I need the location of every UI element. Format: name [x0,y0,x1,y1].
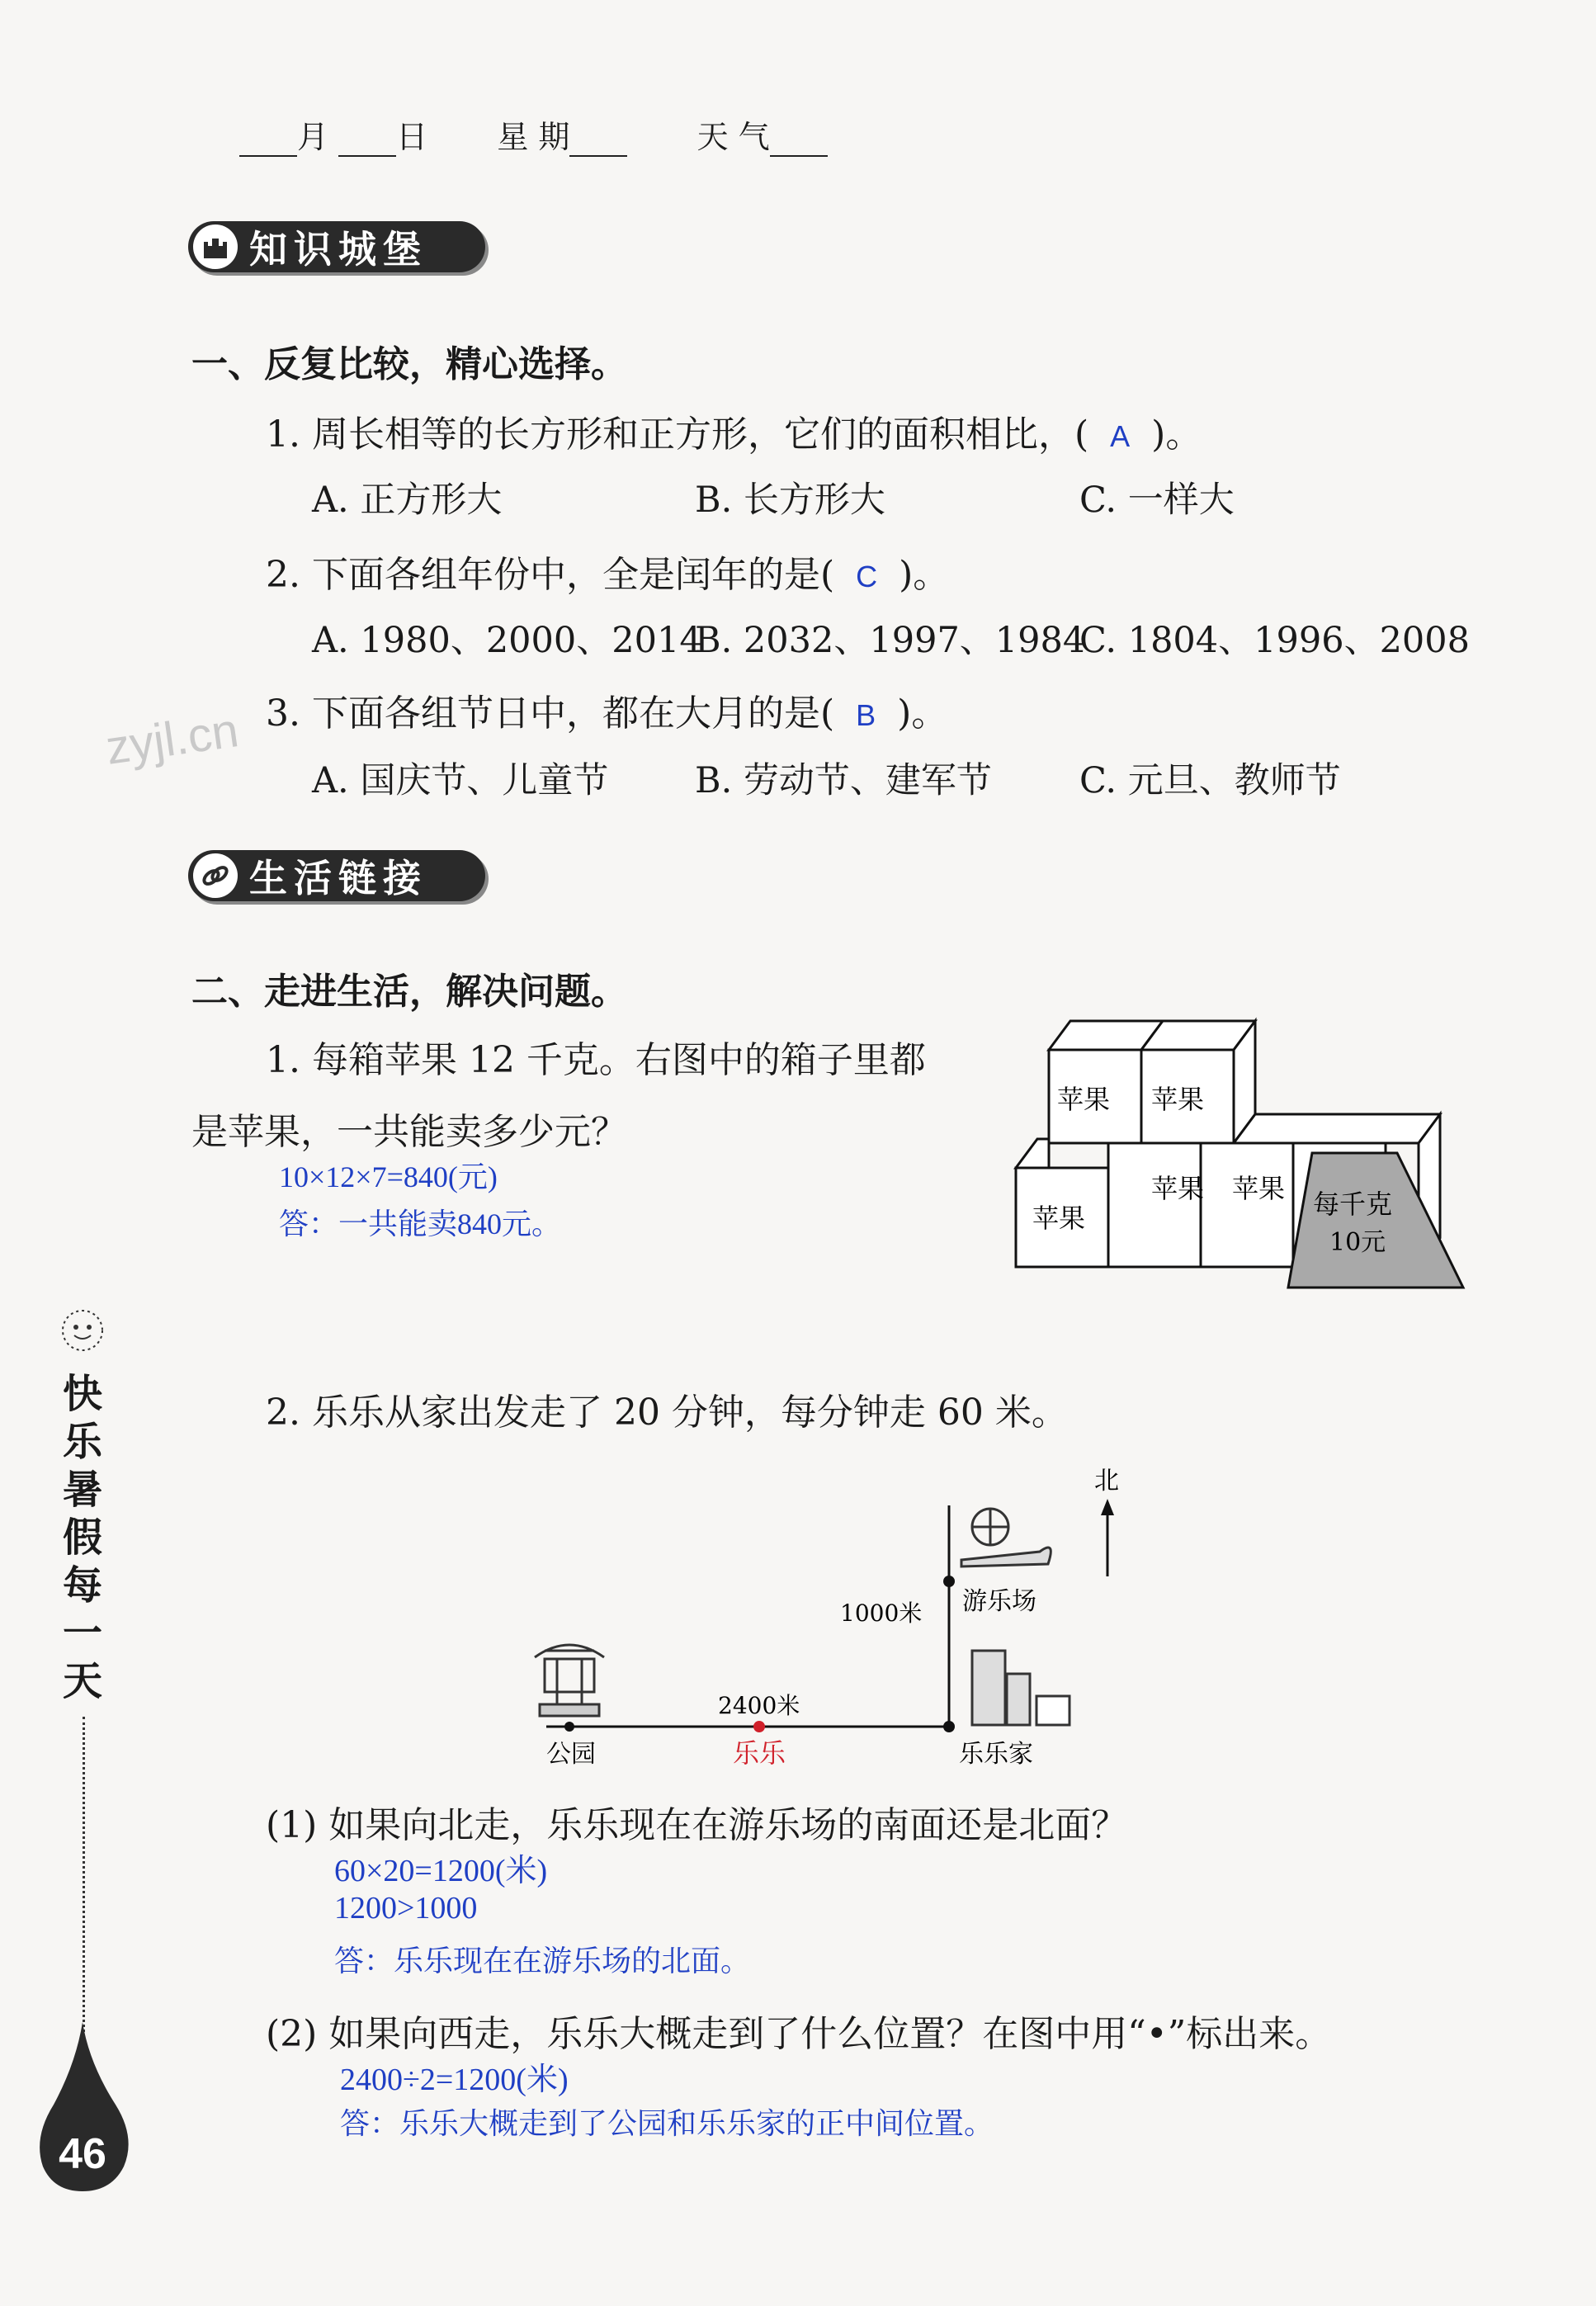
q3-option-b: B. 劳动节、建军节 [695,760,992,801]
buildings-icon [972,1651,1070,1725]
amusement-park-icon [961,1509,1051,1566]
day-label: 日 [396,119,428,155]
q2-option-b: B. 2032、1997、1984 [695,620,1086,661]
link-icon [193,853,238,898]
q3-option-c: C. 元旦、教师节 [1079,760,1341,801]
q3-option-a: A. 国庆节、儿童节 [312,760,609,801]
section2-title: 二、走进生活，解决问题。 [191,971,627,1013]
home-point [943,1721,955,1732]
q1-option-c: C. 一样大 [1079,480,1235,521]
weather-blank [770,124,828,157]
sub2-work: 2400÷2=1200(米) [340,2063,569,2097]
sub2-answer: 答：乐乐大概走到了公园和乐乐家的正中间位置。 [340,2107,994,2140]
q2-1-answer: 答：一共能卖840元。 [279,1207,562,1240]
north-arrowhead [1101,1499,1114,1515]
sub2-question: (2) 如果向西走，乐乐大概走到了什么位置？在图中用“•”标出来。 [266,2013,1332,2055]
lele-position-dot [753,1721,765,1732]
sidebar-title [58,1370,107,1705]
q1-option-a: A. 正方形大 [312,480,503,521]
life-link-banner [188,850,485,901]
day-blank [338,124,396,157]
sidebar-char: 暑 [62,1467,102,1513]
box-label: 苹果 [1232,1173,1286,1204]
q2-option-c: C. 1804、1996、2008 [1079,620,1470,661]
question-1-close: )。 [1151,413,1202,456]
q2-2-stem: 2. 乐乐从家出发走了 20 分钟，每分钟走 60 米。 [266,1392,1068,1434]
sidebar-char: 一 [62,1610,102,1656]
question-1 [266,404,1202,457]
pavilion-icon [535,1645,604,1716]
section1-title: 一、反复比较，精心选择。 [191,343,627,385]
weather-label: 天 气 [696,119,770,155]
question-2 [266,545,949,598]
sidebar-char: 每 [62,1562,102,1609]
sidebar-char: 快 [62,1371,102,1417]
q2-1-line1: 1. 每箱苹果 12 千克。右图中的箱子里都 [266,1039,926,1081]
price-label-line2: 10元 [1329,1228,1386,1257]
sidebar-char: 天 [62,1658,102,1704]
question-3-close: )。 [897,692,948,735]
apple-boxes-figure [1011,1011,1469,1296]
sub1-work1: 60×20=1200(米) [334,1854,548,1888]
box-label: 苹果 [1057,1084,1111,1115]
month-label: 月 [297,119,329,155]
sub1-work2: 1200>1000 [334,1891,478,1926]
home-label: 乐乐家 [959,1740,1033,1769]
banner-title: 生活链接 [249,856,427,900]
west-distance-label: 2400米 [718,1692,800,1719]
amusement-label: 游乐场 [962,1587,1036,1616]
lele-label: 乐乐 [733,1737,786,1769]
sidebar-char: 乐 [62,1419,102,1465]
sub1-question: (1) 如果向北走，乐乐现在在游乐场的南面还是北面？ [266,1804,1128,1846]
question-2-stem: 2. 下面各组年份中，全是闰年的是( [266,554,835,596]
north-distance-label: 1000米 [840,1600,923,1627]
sidebar-char: 假 [62,1514,102,1561]
box-label: 苹果 [1032,1203,1086,1234]
question-3-answer: B [856,698,876,732]
price-label-line1: 每千克 [1313,1188,1393,1220]
q2-option-a: A. 1980、2000、2014 [312,620,702,661]
question-3 [266,683,947,736]
sun-face-icon [40,1288,139,1378]
sub1-answer: 答：乐乐现在在游乐场的北面。 [334,1945,751,1978]
q2-1-line2: 是苹果，一共能卖多少元？ [191,1111,627,1153]
weekday-blank [569,124,627,157]
sidebar-dotted-line [83,1717,85,2047]
q2-1-work: 10×12×7=840(元) [279,1160,498,1193]
date-header [239,111,828,157]
page-number: 46 [59,2130,106,2178]
park-point [564,1722,574,1732]
weekday-label: 星 期 [497,119,570,155]
question-2-answer: C [856,560,878,593]
box-label: 苹果 [1151,1173,1205,1204]
q1-option-b: B. 长方形大 [695,480,885,521]
question-3-stem: 3. 下面各组节日中，都在大月的是( [266,692,835,735]
north-label: 北 [1094,1467,1119,1496]
castle-icon [193,224,238,269]
question-1-answer: A [1110,419,1131,453]
amusement-point [943,1576,955,1587]
question-1-stem: 1. 周长相等的长方形和正方形，它们的面积相比，( [266,413,1089,456]
park-label: 公园 [546,1740,596,1769]
question-2-close: )。 [899,554,950,596]
knowledge-castle-banner [188,221,485,272]
box-label: 苹果 [1151,1084,1205,1115]
month-blank [239,124,297,157]
route-map [512,1461,1139,1783]
banner-title: 知识城堡 [249,227,427,272]
watermark: zyjl.cn [102,703,242,775]
